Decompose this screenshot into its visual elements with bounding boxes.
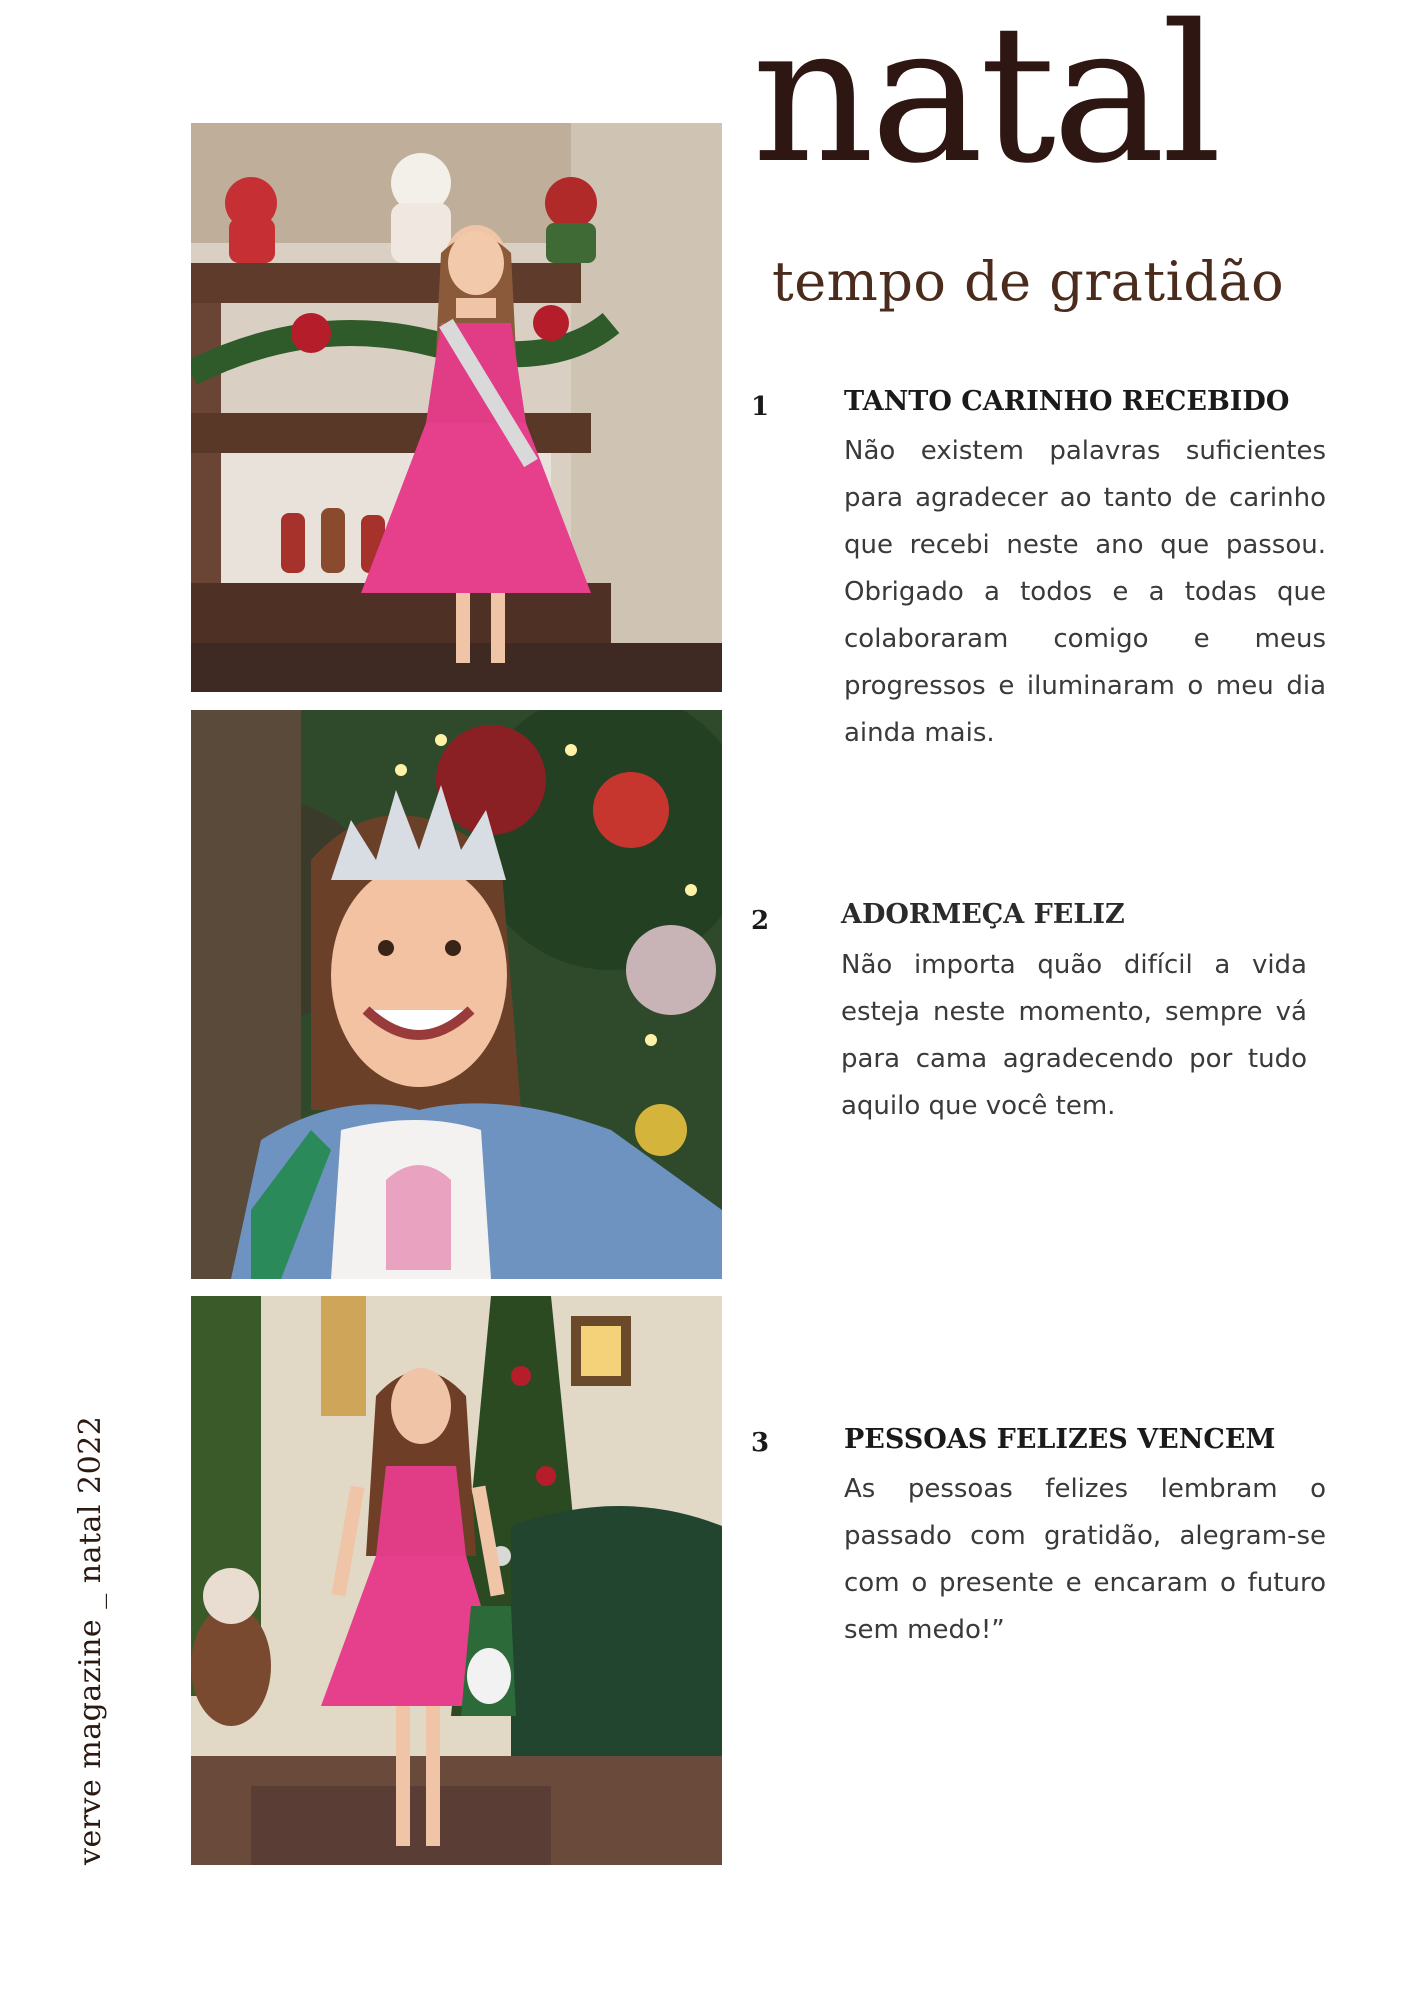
section-heading: ADORMEÇA FELIZ [841,899,1125,930]
magazine-footer: verve magazine _ natal 2022 [73,1415,108,1865]
section-body: Não existem palavras suficientes para agradecer ao tanto de carinho que recebi neste ano que passou. Obrigado a todos e a todas que colaboraram comigo e meus progressos e iluminaram o meu dia ainda mais. [844,436,1326,748]
section-number: 1 [751,392,770,422]
page-subtitle: tempo de gratidão [772,250,1285,313]
page-title: natal [752,0,1219,205]
section-body: Não importa quão difícil a vida esteja neste momento, sempre vá para cama agradecendo por tudo aquilo que você tem. [841,950,1307,1121]
section-heading: TANTO CARINHO RECEBIDO [844,386,1290,417]
section-number: 2 [751,906,770,936]
section-heading: PESSOAS FELIZES VENCEM [844,1424,1276,1455]
section-body: As pessoas felizes lembram o passado com gratidão, alegram-se com o presente e encaram o futuro sem medo!” [844,1474,1326,1645]
section-number: 3 [751,1428,770,1458]
photo-girl-tiara [191,710,722,1279]
photo-girl-fireplace [191,123,722,692]
photo-girl-tree [191,1296,722,1865]
